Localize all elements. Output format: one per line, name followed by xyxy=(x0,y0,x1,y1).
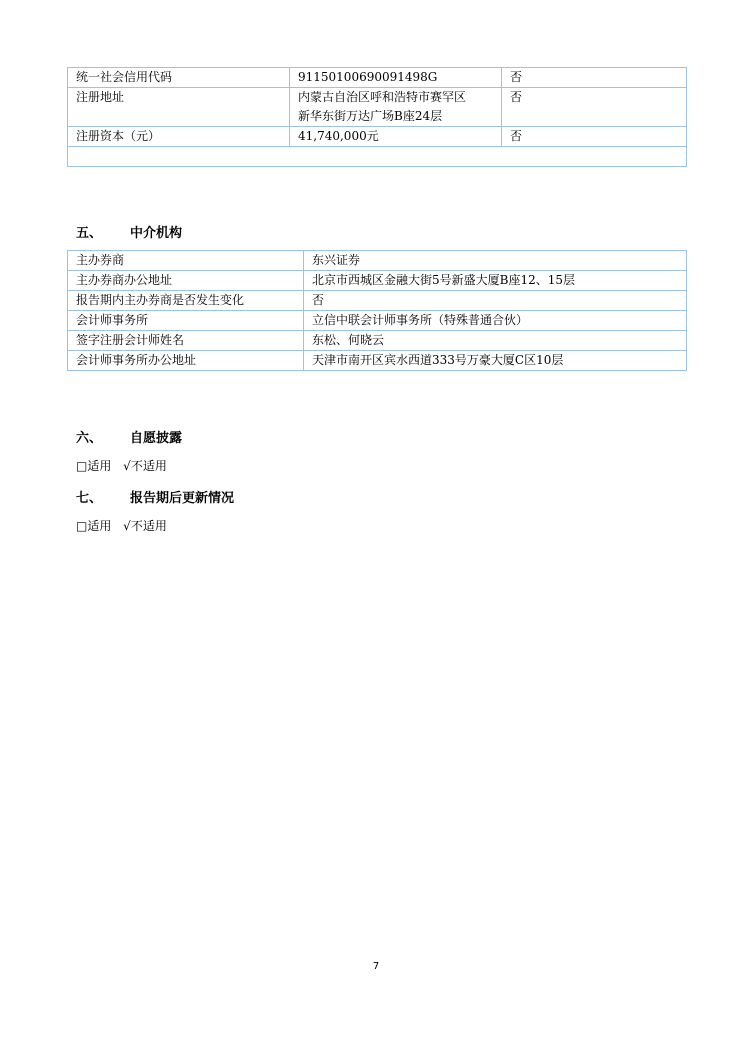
section-6-number: 六、 xyxy=(76,431,103,446)
accountant-names-label: 签字注册会计师姓名 xyxy=(68,331,304,351)
section-5-heading xyxy=(76,222,182,241)
empty-cell xyxy=(68,147,687,167)
address-label: 注册地址 xyxy=(68,88,290,127)
table-row-empty xyxy=(68,147,687,167)
firm-address-label: 会计师事务所办公地址 xyxy=(68,351,304,371)
address-value xyxy=(290,88,502,127)
section-5-title: 中介机构 xyxy=(130,226,183,241)
capital-changed: 否 xyxy=(502,127,687,147)
section-7-not-applicable: √不适用 xyxy=(123,519,167,533)
section-7-number: 七、 xyxy=(76,491,103,506)
firm-address-value: 天津市南开区宾水西道333号万豪大厦C区10层 xyxy=(304,351,687,371)
page-number: 7 xyxy=(372,961,380,972)
credit-code-changed: 否 xyxy=(502,68,687,88)
section-6-options xyxy=(76,457,167,474)
section-6-not-applicable: √不适用 xyxy=(123,459,167,473)
table-row xyxy=(68,351,687,371)
accountant-names-value: 东松、何晓云 xyxy=(304,331,687,351)
capital-label: 注册资本（元） xyxy=(68,127,290,147)
table-row xyxy=(68,271,687,291)
section-6-heading xyxy=(76,427,182,446)
section-7-heading xyxy=(76,487,234,506)
address-changed: 否 xyxy=(502,88,687,127)
broker-address-value: 北京市西城区金融大街5号新盛大厦B座12、15层 xyxy=(304,271,687,291)
section-7-options xyxy=(76,517,167,534)
table-row xyxy=(68,291,687,311)
section-5-number: 五、 xyxy=(76,226,103,241)
table-row xyxy=(68,311,687,331)
address-line-1: 内蒙古自治区呼和浩特市赛罕区 xyxy=(298,90,467,104)
table-row xyxy=(68,88,687,127)
registration-info-table xyxy=(67,67,687,167)
table-row xyxy=(68,68,687,88)
address-line-2: 新华东街万达广场B座24层 xyxy=(298,109,443,123)
section-6-applicable: □适用 xyxy=(76,459,112,473)
section-7-applicable: □适用 xyxy=(76,519,112,533)
capital-value: 41,740,000元 xyxy=(290,127,502,147)
table-row xyxy=(68,251,687,271)
broker-label: 主办券商 xyxy=(68,251,304,271)
table-row xyxy=(68,127,687,147)
section-6-title: 自愿披露 xyxy=(130,431,183,446)
table-row xyxy=(68,331,687,351)
broker-address-label: 主办券商办公地址 xyxy=(68,271,304,291)
section-7-title: 报告期后更新情况 xyxy=(130,491,235,506)
credit-code-label: 统一社会信用代码 xyxy=(68,68,290,88)
broker-changed-label: 报告期内主办券商是否发生变化 xyxy=(68,291,304,311)
broker-value: 东兴证券 xyxy=(304,251,687,271)
accounting-firm-label: 会计师事务所 xyxy=(68,311,304,331)
accounting-firm-value: 立信中联会计师事务所（特殊普通合伙） xyxy=(304,311,687,331)
broker-changed-value: 否 xyxy=(304,291,687,311)
credit-code-value: 91150100690091498G xyxy=(290,68,502,88)
intermediary-table xyxy=(67,250,687,371)
